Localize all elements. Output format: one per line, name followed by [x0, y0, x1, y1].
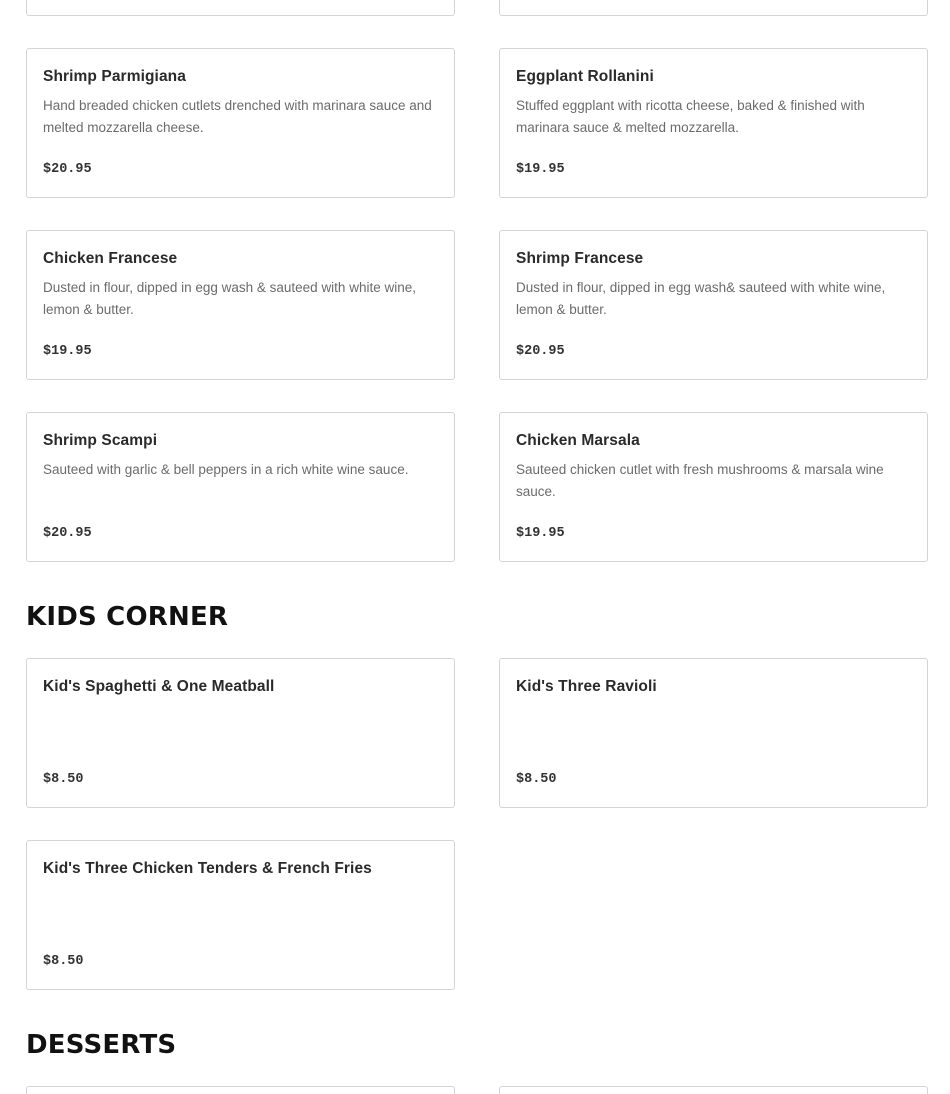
menu-item-card[interactable] [499, 230, 928, 380]
menu-item-card[interactable] [499, 658, 928, 808]
menu-item-card[interactable] [26, 48, 455, 198]
section-title-kids-corner: KIDS CORNER [26, 602, 229, 632]
menu-item-name: Kid's Three Chicken Tenders & French Fries [43, 860, 372, 877]
menu-item-price: $19.95 [516, 526, 565, 541]
menu-item-price: $8.50 [516, 772, 557, 787]
menu-item-name: Kid's Three Ravioli [516, 678, 657, 695]
menu-item-name: Kid's Spaghetti & One Meatball [43, 678, 275, 695]
menu-item-description: Dusted in flour, dipped in egg wash& sauteed with white wine, lemon & butter. [516, 280, 886, 317]
menu-item-card-partial[interactable] [26, 0, 455, 16]
menu-item-card-partial[interactable] [499, 0, 928, 16]
menu-item-price: $19.95 [43, 344, 92, 359]
section-title-desserts: DESSERTS [26, 1030, 177, 1060]
menu-item-name: Shrimp Parmigiana [43, 68, 186, 85]
menu-item-price: $20.95 [516, 344, 565, 359]
menu-item-description: Hand breaded chicken cutlets drenched with marinara sauce and melted mozzarella cheese. [43, 98, 432, 135]
menu-item-name: Shrimp Scampi [43, 432, 158, 449]
menu-item-name: Chicken Marsala [516, 432, 640, 449]
menu-item-card[interactable] [26, 658, 455, 808]
menu-item-price: $8.50 [43, 772, 84, 787]
menu-item-card[interactable] [499, 412, 928, 562]
menu-item-card[interactable] [499, 48, 928, 198]
menu-item-price: $20.95 [43, 526, 92, 541]
menu-item-name: Eggplant Rollanini [516, 68, 654, 85]
menu-item-name: Shrimp Francese [516, 250, 644, 267]
menu-item-name: Chicken Francese [43, 250, 178, 267]
menu-item-card[interactable] [26, 230, 455, 380]
menu-item-price: $19.95 [516, 162, 565, 177]
menu-item-card-partial[interactable] [26, 1086, 455, 1094]
menu-item-card-partial[interactable] [499, 1086, 928, 1094]
menu-item-card[interactable] [26, 840, 455, 990]
menu-item-description: Sauteed with garlic & bell peppers in a rich white wine sauce. [43, 462, 409, 477]
menu-item-description: Stuffed eggplant with ricotta cheese, baked & finished with marinara sauce & melted mozzarella. [516, 98, 865, 135]
menu-item-description: Sauteed chicken cutlet with fresh mushrooms & marsala wine sauce. [516, 462, 884, 499]
menu-item-card[interactable] [26, 412, 455, 562]
menu-item-price: $8.50 [43, 954, 84, 969]
menu-item-description: Dusted in flour, dipped in egg wash & sauteed with white wine, lemon & butter. [43, 280, 416, 317]
menu-item-price: $20.95 [43, 162, 92, 177]
